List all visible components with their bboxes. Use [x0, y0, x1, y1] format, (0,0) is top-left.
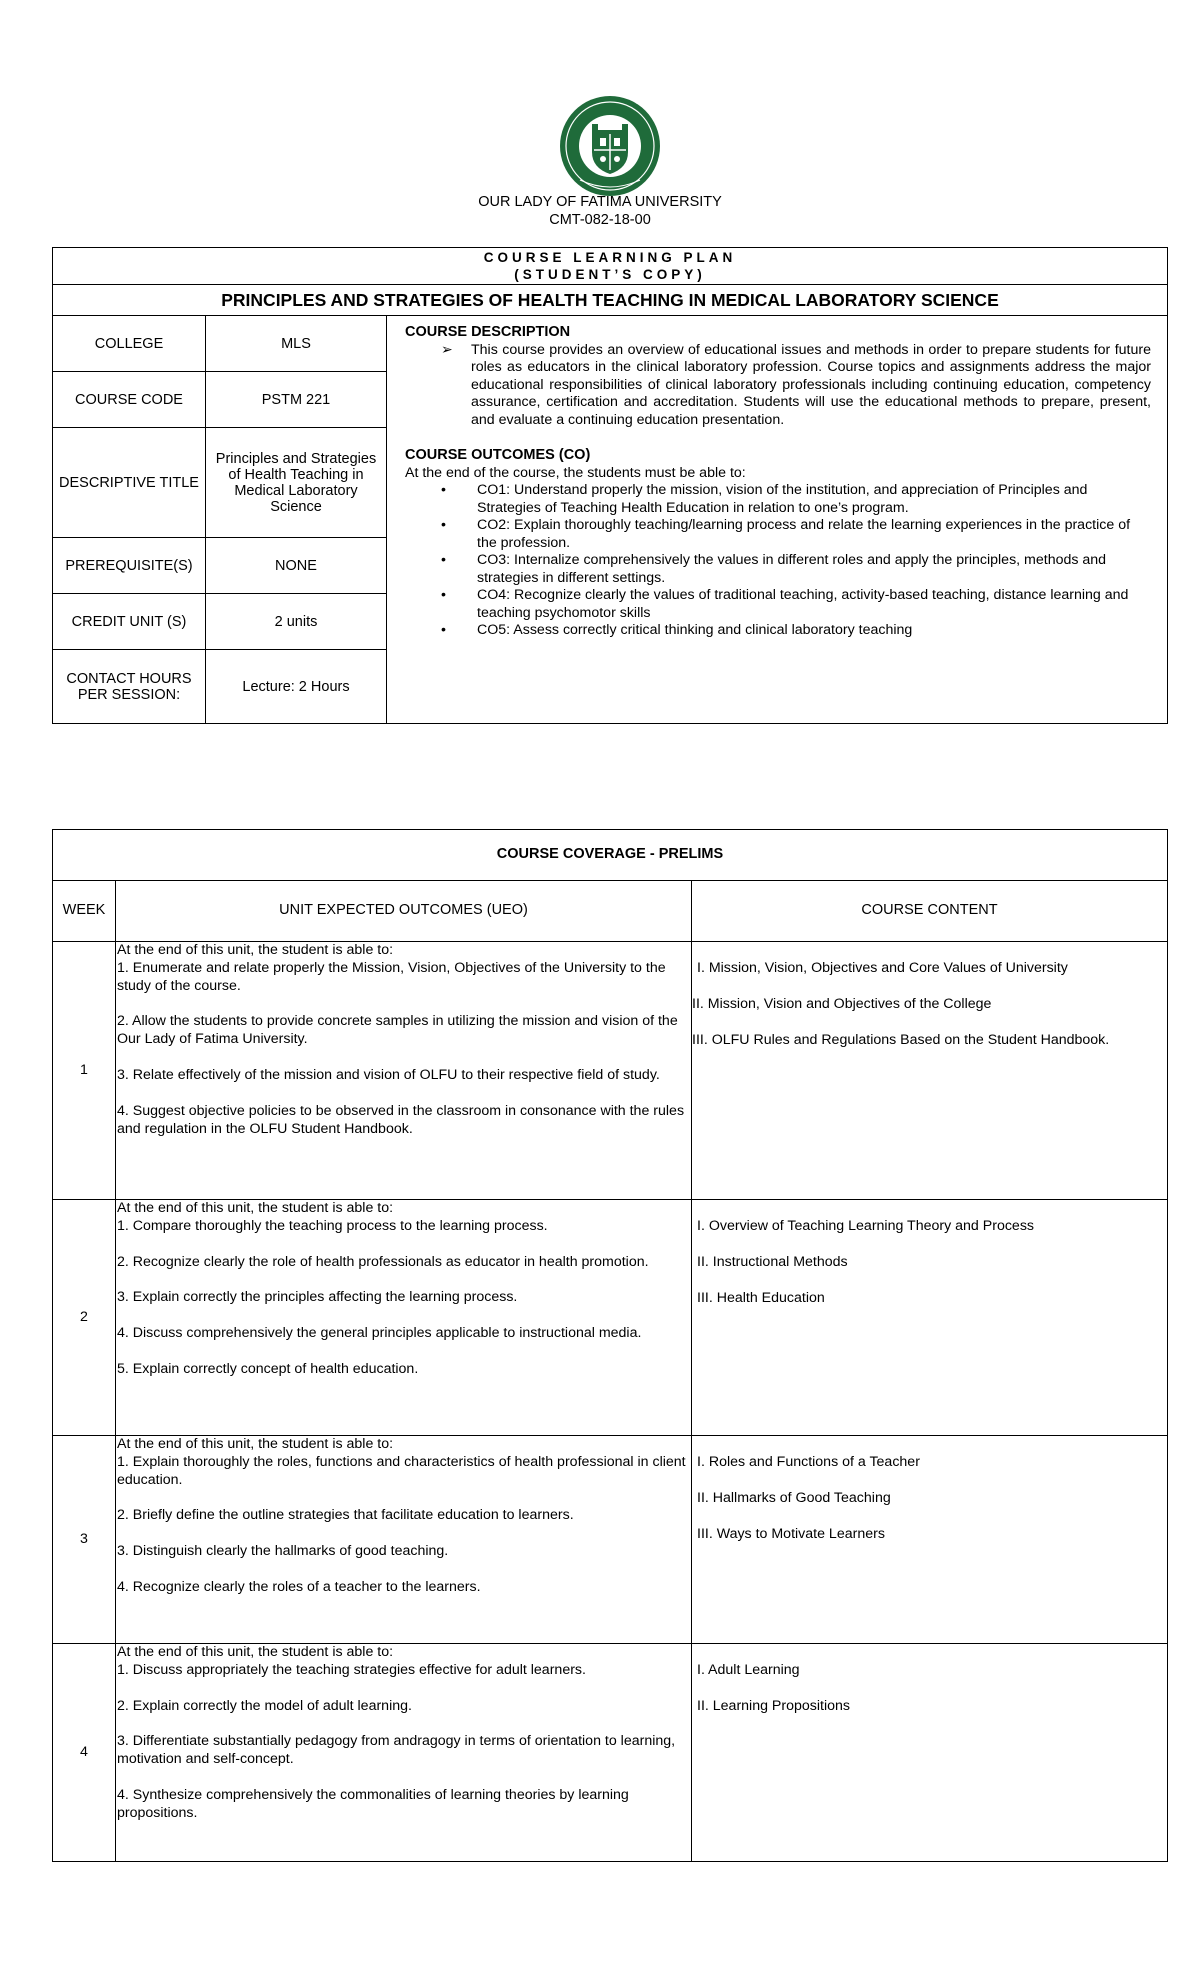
info-label-course-code: COURSE CODE: [53, 372, 206, 428]
plan-heading-line1: COURSE LEARNING PLAN: [483, 250, 737, 265]
plan-heading-line2: (STUDENT’S COPY): [514, 267, 706, 282]
column-header-week: WEEK: [53, 881, 116, 942]
info-label-college: COLLEGE: [53, 316, 206, 372]
content-cell: [692, 1200, 1168, 1436]
info-label-contact-hours: CONTACT HOURS PER SESSION:: [53, 650, 206, 724]
course-description-heading: COURSE DESCRIPTION: [405, 324, 571, 340]
content-item: I. Overview of Teaching Learning Theory and Process: [697, 1218, 1035, 1234]
info-label-credit-unit: CREDIT UNIT (S): [53, 594, 206, 650]
ueo-item: 3. Distinguish clearly the hallmarks of good teaching.: [117, 1543, 449, 1560]
content-item: III. OLFU Rules and Regulations Based on the Student Handbook.: [692, 1031, 1110, 1048]
ueo-item: 3. Relate effectively of the mission and vision of OLFU to their respective field of study.: [117, 1066, 660, 1083]
content-cell: [692, 942, 1168, 1200]
ueo-item: 4. Recognize clearly the roles of a teacher to the learners.: [117, 1578, 481, 1595]
ueo-intro: At the end of this unit, the student is able to:: [117, 1436, 394, 1452]
week-number: 1: [53, 942, 116, 1200]
table-row: [53, 1644, 1168, 1862]
course-outcome-item: • CO4: Recognize clearly the values of traditional teaching, activity-based teaching, distance learning and teaching psychomotor skills: [477, 587, 1151, 622]
plan-heading: [53, 248, 1168, 285]
info-label-prerequisites: PREREQUISITE(S): [53, 538, 206, 594]
ueo-cell: [116, 942, 692, 1200]
ueo-item: 1. Discuss appropriately the teaching strategies effective for adult learners.: [117, 1661, 586, 1678]
info-label-descriptive-title: DESCRIPTIVE TITLE: [53, 428, 206, 538]
content-item: III. Health Education: [697, 1289, 825, 1306]
university-name: OUR LADY OF FATIMA UNIVERSITY: [478, 194, 722, 210]
content-cell: [692, 1644, 1168, 1862]
ueo-item: 4. Synthesize comprehensively the commonalities of learning theories by learning propositions.: [117, 1786, 629, 1821]
content-item: I. Adult Learning: [697, 1662, 800, 1678]
ueo-item: 3. Differentiate substantially pedagogy from andragogy in terms of orientation to learning, motivation and self-concept.: [117, 1733, 676, 1768]
column-header-content: COURSE CONTENT: [692, 881, 1168, 942]
ueo-item: 1. Compare thoroughly the teaching process to the learning process.: [117, 1217, 548, 1234]
course-outcomes-intro: At the end of the course, the students must be able to:: [405, 464, 746, 481]
column-header-ueo: UNIT EXPECTED OUTCOMES (UEO): [116, 881, 692, 942]
info-value-prerequisites: NONE: [206, 538, 387, 594]
course-outcome-item: • CO2: Explain thoroughly teaching/learning process and relate the learning experiences in the practice of the profession.: [477, 517, 1151, 552]
content-item: I. Roles and Functions of a Teacher: [697, 1454, 920, 1470]
info-value-course-code: PSTM 221: [206, 372, 387, 428]
info-value-credit-unit: 2 units: [206, 594, 387, 650]
table-row: [53, 1436, 1168, 1644]
content-item: I. Mission, Vision, Objectives and Core Values of University: [697, 960, 1068, 976]
ueo-item: 2. Allow the students to provide concrete samples in utilizing the mission and vision of the Our Lady of Fatima University.: [117, 1013, 678, 1048]
course-coverage-table: [52, 829, 1168, 1862]
course-description-paragraph: [405, 342, 1151, 430]
content-item: II. Hallmarks of Good Teaching: [697, 1489, 891, 1506]
content-item: II. Learning Propositions: [697, 1697, 851, 1714]
table-row: [53, 1200, 1168, 1436]
ueo-item: 1. Enumerate and relate properly the Mission, Vision, Objectives of the University to the study of the course.: [117, 959, 666, 994]
ueo-item: 4. Suggest objective policies to be observed in the classroom in consonance with the rules and regulation in the OLFU Student Handbook.: [117, 1102, 685, 1137]
ueo-item: 2. Briefly define the outline strategies that facilitate education to learners.: [117, 1507, 574, 1524]
ueo-intro: At the end of this unit, the student is able to:: [117, 1200, 394, 1216]
table-row: [53, 942, 1168, 1200]
course-outcomes-list: [405, 482, 1151, 640]
info-value-college: MLS: [206, 316, 387, 372]
ueo-item: 4. Discuss comprehensively the general principles applicable to instructional media.: [117, 1325, 642, 1342]
ueo-intro: At the end of this unit, the student is able to:: [117, 1644, 394, 1660]
ueo-cell: [116, 1644, 692, 1862]
course-title: PRINCIPLES AND STRATEGIES OF HEALTH TEACHING IN MEDICAL LABORATORY SCIENCE: [53, 285, 1168, 316]
info-value-contact-hours: Lecture: 2 Hours: [206, 650, 387, 724]
content-cell: [692, 1436, 1168, 1644]
week-number: 2: [53, 1200, 116, 1436]
ueo-item: 1. Explain thoroughly the roles, functions and characteristics of health professional in client education.: [117, 1453, 686, 1488]
ueo-cell: [116, 1200, 692, 1436]
document-code: CMT-082-18-00: [549, 212, 651, 228]
ueo-item: 5. Explain correctly concept of health education.: [117, 1360, 419, 1377]
university-seal-logo: [558, 94, 662, 198]
content-item: II. Instructional Methods: [697, 1253, 848, 1270]
ueo-item: 3. Explain correctly the principles affecting the learning process.: [117, 1289, 518, 1306]
ueo-intro: At the end of this unit, the student is able to:: [117, 942, 394, 958]
week-number: 4: [53, 1644, 116, 1862]
content-item: III. Ways to Motivate Learners: [697, 1525, 885, 1542]
ueo-item: 2. Recognize clearly the role of health professionals as educator in health promotion.: [117, 1253, 649, 1270]
course-outcome-item: • CO3: Internalize comprehensively the values in different roles and apply the principles, methods and strategies in different settings.: [477, 552, 1151, 587]
ueo-cell: [116, 1436, 692, 1644]
arrow-bullet-icon: ➢: [441, 341, 453, 358]
week-number: 3: [53, 1436, 116, 1644]
course-description-panel: [387, 316, 1168, 724]
course-outcome-item: • CO5: Assess correctly critical thinking and clinical laboratory teaching: [477, 622, 1151, 640]
info-value-descriptive-title: Principles and Strategies of Health Teaching in Medical Laboratory Science: [206, 428, 387, 538]
course-info-table: [52, 247, 1168, 724]
course-coverage-title: COURSE COVERAGE - PRELIMS: [53, 830, 1168, 881]
course-outcomes-heading: COURSE OUTCOMES (CO): [405, 447, 591, 463]
ueo-item: 2. Explain correctly the model of adult learning.: [117, 1697, 412, 1714]
content-item: II. Mission, Vision and Objectives of the College: [692, 995, 992, 1012]
course-description-text: This course provides an overview of educational issues and methods in order to prepare students for future roles as educators in the clinical laboratory profession. Course topics and assignments address the major educational responsibilities of clinical laboratory professionals including continuing education, competency assurance, certification and accreditation. Students will use the educational methods to prepare, present, and evaluate a continuing education presentation.: [471, 341, 1151, 428]
course-outcome-item: • CO1: Understand properly the mission, vision of the institution, and appreciation of Principles and Strategies of Teaching Health Education in relation to one’s program.: [477, 482, 1151, 517]
